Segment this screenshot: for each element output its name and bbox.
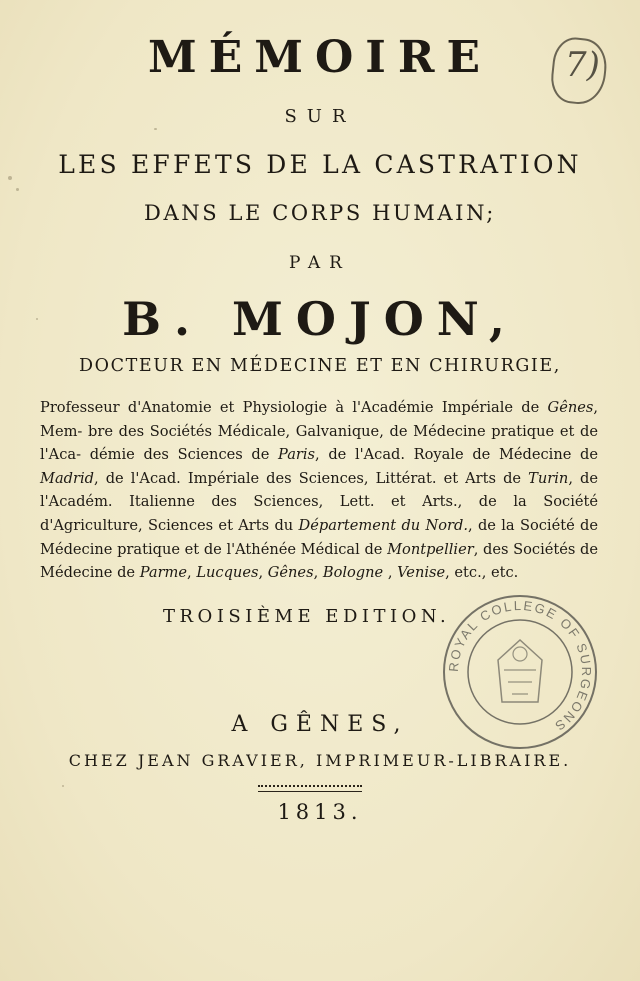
- publication-city: A GÊNES,: [231, 712, 409, 737]
- subtitle-line-1: LES EFFETS DE LA CASTRATION: [58, 150, 582, 179]
- author-affiliations: Professeur d'Anatomie et Physiologie à l'Académie Impériale de Gênes, Mem- bre des Sociétés Médicale, Galvanique, de Médecine pratique et de l'Aca- démie des Sciences de Paris, de l'Acad. Royale de Médecine de Madrid, de l'Acad. Impériale des Sciences, Littérat. et Arts de Turin, de l'Académ. Italienne des Sciences, Lett. et Arts., de la Société d'Agriculture, Sciences et Arts du Département du Nord., de la Société de Médecine pratique et de l'Athénée Médical de Montpellier, des Sociétés de Médecine de Parme, Lucques, Gênes, Bologne , Venise, etc., etc.: [40, 399, 599, 582]
- connector-sur: SUR: [284, 106, 356, 127]
- connector-par: PAR: [289, 253, 351, 273]
- foxing-spot: [16, 188, 19, 191]
- subtitle-line-2: DANS LE CORPS HUMAIN;: [144, 201, 496, 225]
- book-title: MÉMOIRE: [148, 32, 492, 83]
- ornamental-rule: [258, 785, 362, 792]
- printer-line: CHEZ JEAN GRAVIER, IMPRIMEUR-LIBRAIRE.: [68, 751, 572, 770]
- edition-label: TROISIÈME EDITION.: [163, 606, 451, 627]
- foxing-spot: [8, 176, 12, 180]
- publication-year: 1813.: [277, 800, 363, 824]
- foxing-spot: [62, 785, 64, 787]
- stamp-text: ROYAL COLLEGE OF SURGEONS: [445, 597, 595, 735]
- author-name: B. MOJON,: [122, 292, 518, 346]
- foxing-spot: [36, 318, 38, 320]
- author-degree: DOCTEUR EN MÉDECINE ET EN CHIRURGIE,: [79, 356, 561, 376]
- foxing-spot: [154, 128, 157, 130]
- shelfmark-number: 7): [565, 45, 600, 85]
